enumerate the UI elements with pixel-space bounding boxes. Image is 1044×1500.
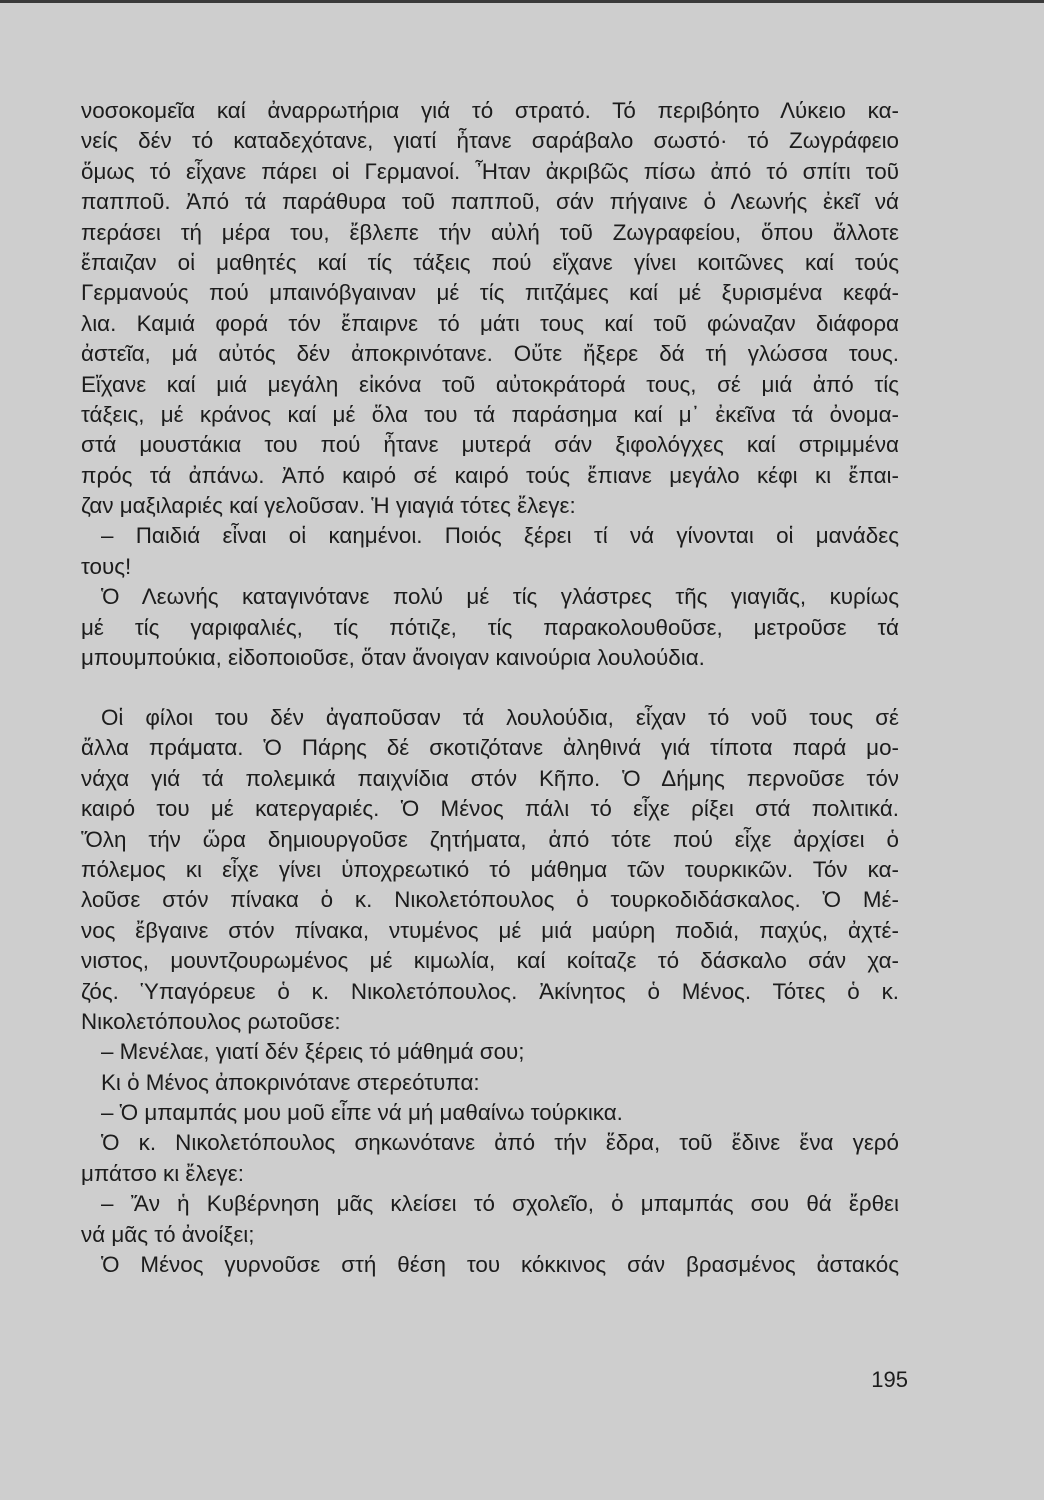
- text-line: ζός. Ὑπαγόρευε ὁ κ. Νικολετόπουλος. Ἀκίνητος ὁ Μένος. Τότες ὁ κ.: [81, 978, 899, 1004]
- text-line: Οἱ φίλοι του δέν ἀγαποῦσαν τά λουλούδια, εἶχαν τό νοῦ τους σέ: [101, 705, 899, 730]
- text-line: Γερμανούς πού μπαινόβγαιναν μέ τίς πιτζάμες καί μέ ξυρισμένα κεφά-: [81, 280, 899, 306]
- text-line: ἄλλα πράματα. Ὁ Πάρης δέ σκοτιζότανε ἀληθινά γιά τίποτα παρά μο-: [81, 735, 899, 761]
- text-line: Ὁ Λεωνής καταγινότανε πολύ μέ τίς γλάστρες τῆς γιαγιᾶς, κυρίως: [101, 584, 899, 610]
- text-line: νος ἔβγαινε στόν πίνακα, ντυμένος μέ μιά μαύρη ποδιά, παχύς, ἀχτέ-: [81, 917, 899, 943]
- text-line: ἀστεῖα, μά αὐτός δέν ἀποκρινότανε. Οὔτε ἤξερε δά τή γλώσσα τους.: [81, 341, 899, 367]
- paragraph-2: [81, 703, 899, 1280]
- text-line: πόλεμος κι εἶχε γίνει ὑποχρεωτικό τό μάθημα τῶν τουρκικῶν. Τόν κα-: [81, 856, 899, 882]
- text-line: μπάτσο κι ἔλεγε:: [81, 1160, 244, 1186]
- text-line: Ὅλη τήν ὥρα δημιουργοῦσε ζητήματα, ἀπό τότε πού εἶχε ἀρχίσει ὁ: [81, 826, 899, 852]
- text-line: Εἴχανε καί μιά μεγάλη εἰκόνα τοῦ αὐτοκράτορά τους, σέ μιά ἀπό τίς: [81, 371, 899, 397]
- book-page: [0, 3, 1044, 1500]
- text-line: τάξεις, μέ κράνος καί μέ ὅλα του τά παράσημα καί μ᾿ ἐκεῖνα τά ὀνομα-: [81, 401, 899, 427]
- paragraph-1: [81, 96, 899, 673]
- text-line: παπποῦ. Ἀπό τά παράθυρα τοῦ παπποῦ, σάν πήγαινε ὁ Λεωνής ἐκεῖ νά: [81, 189, 899, 215]
- text-line: νάχα γιά τά πολεμικά παιχνίδια στόν Κῆπο. Ὁ Δήμης περνοῦσε τόν: [81, 765, 899, 791]
- text-line: νοσοκομεῖα καί ἀναρρωτήρια γιά τό στρατό. Τό περιβόητο Λύκειο κα-: [81, 98, 899, 123]
- page-number: 195: [871, 1367, 908, 1392]
- text-line: περάσει τή μέρα του, ἔβλεπε τήν αὐλή τοῦ Ζωγραφείου, ὅπου ἄλλοτε: [81, 219, 899, 245]
- text-line: μπουμπούκια, εἰδοποιοῦσε, ὅταν ἄνοιγαν καινούρια λουλούδια.: [81, 645, 705, 671]
- text-line: Ὁ Μένος γυρνοῦσε στή θέση του κόκκινος σάν βρασμένος ἀστακός: [101, 1252, 899, 1278]
- text-line: καιρό του μέ κατεργαριές. Ὁ Μένος πάλι τό εἶχε ρίξει στά πολιτικά.: [81, 796, 899, 822]
- text-line: πρός τά ἀπάνω. Ἀπό καιρό σέ καιρό τούς ἔπιανε μεγάλο κέφι κι ἔπαι-: [81, 462, 899, 488]
- text-line: Κι ὁ Μένος ἀποκρινότανε στερεότυπα:: [101, 1069, 480, 1095]
- text-line: ἔπαιζαν οἱ μαθητές καί τίς τάξεις πού εἴχανε γίνει κοιτῶνες καί τούς: [81, 249, 899, 275]
- text-line: στά μουστάκια του πού ἦτανε μυτερά σάν ξιφολόγχες καί στριμμένα: [81, 432, 899, 458]
- text-line: ζαν μαξιλαριές καί γελοῦσαν. Ἡ γιαγιά τότες ἔλεγε:: [81, 493, 576, 519]
- text-line: – Παιδιά εἶναι οἱ καημένοι. Ποιός ξέρει τί νά γίνονται οἱ μανάδες: [101, 523, 899, 549]
- text-line: – Ὁ μπαμπάς μου μοῦ εἶπε νά μή μαθαίνω τούρκικα.: [101, 1100, 623, 1126]
- text-line: νιστος, μουντζουρωμένος μέ κιμωλία, καί κοίταζε τό δάσκαλο σάν χα-: [81, 948, 899, 974]
- text-line: μέ τίς γαριφαλιές, τίς πότιζε, τίς παρακολουθοῦσε, μετροῦσε τά: [81, 614, 899, 640]
- text-line: – Μενέλαε, γιατί δέν ξέρεις τό μάθημά σου;: [101, 1039, 525, 1065]
- text-line: λοῦσε στόν πίνακα ὁ κ. Νικολετόπουλος ὁ τουρκοδιδάσκαλος. Ὁ Μέ-: [81, 887, 899, 913]
- text-line: νείς δέν τό καταδεχότανε, γιατί ἦτανε σαράβαλο σωστό· τό Ζωγράφειο: [81, 128, 899, 154]
- text-line: νά μᾶς τό ἀνοίξει;: [81, 1221, 255, 1247]
- text-line: λια. Καμιά φορά τόν ἔπαιρνε τό μάτι τους καί τοῦ φώναζαν διάφορα: [81, 310, 899, 336]
- text-line: Ὁ κ. Νικολετόπουλος σηκωνότανε ἀπό τήν ἕδρα, τοῦ ἔδινε ἕνα γερό: [101, 1130, 899, 1156]
- text-line: – Ἄν ἡ Κυβέρνηση μᾶς κλείσει τό σχολεῖο, ὁ μπαμπάς σου θά ἔρθει: [101, 1191, 899, 1217]
- text-line: ὅμως τό εἶχανε πάρει οἱ Γερμανοί. Ἦταν ἀκριβῶς πίσω ἀπό τό σπίτι τοῦ: [81, 158, 899, 184]
- text-line: τους!: [81, 553, 132, 579]
- text-line: Νικολετόπουλος ρωτοῦσε:: [81, 1008, 341, 1034]
